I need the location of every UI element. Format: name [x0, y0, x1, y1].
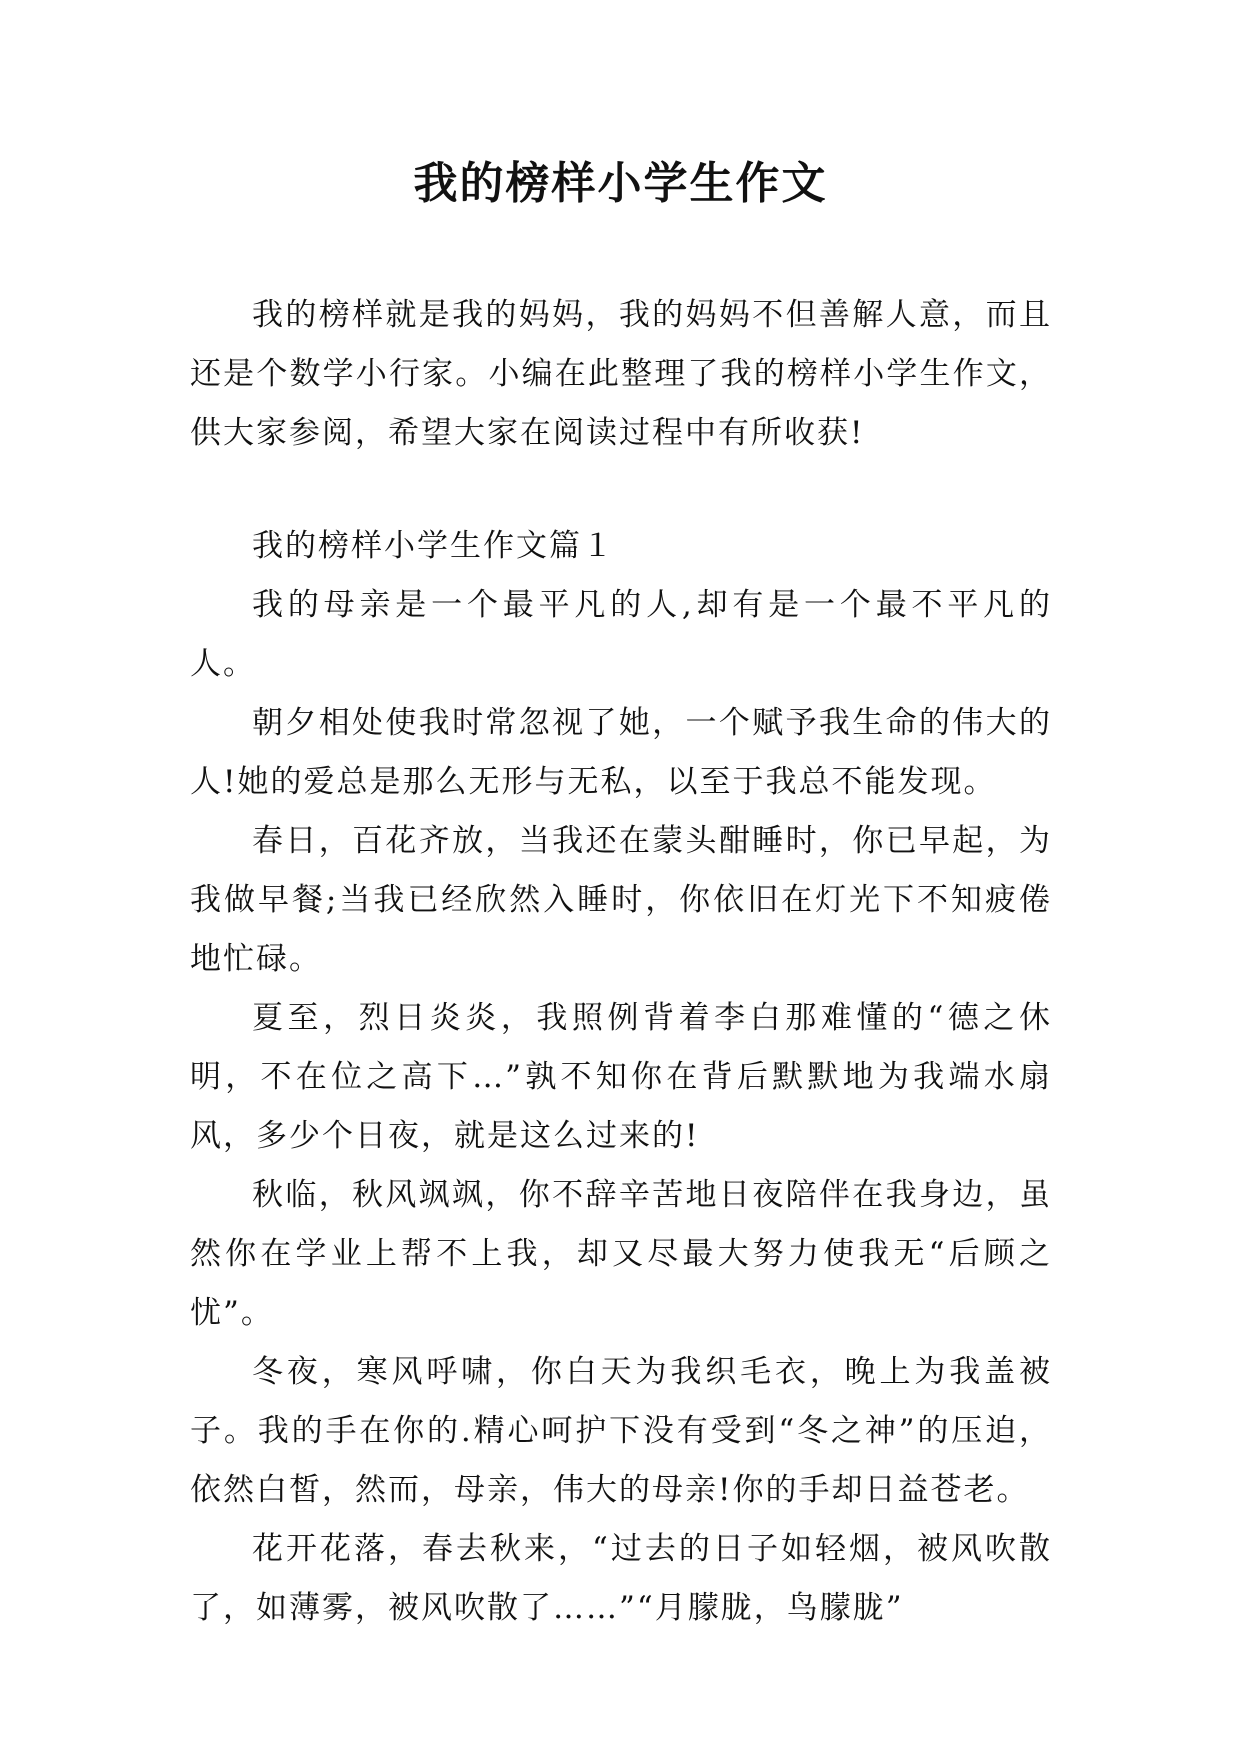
- body-paragraph: 春日，百花齐放，当我还在蒙头酣睡时，你已早起，为我做早餐;当我已经欣然入睡时，你依旧在灯光下不知疲倦地忙碌。: [190, 823, 1052, 977]
- body-paragraph: 冬夜，寒风呼啸，你白天为我织毛衣，晚上为我盖被子。我的手在你的.精心呵护下没有受到“冬之神”的压迫，依然白皙，然而，母亲，伟大的母亲!你的手却日益苍老。: [190, 1354, 1052, 1508]
- body-paragraph: 夏至，烈日炎炎，我照例背着李白那难懂的“德之休明，不在位之高下…”孰不知你在背后默默地为我端水扇风，多少个日夜，就是这么过来的!: [190, 1000, 1052, 1154]
- document-body: [190, 286, 1052, 1638]
- document-title: 我的榜样小学生作文: [413, 158, 828, 209]
- intro-paragraph: 我的榜样就是我的妈妈，我的妈妈不但善解人意，而且还是个数学小行家。小编在此整理了我的榜样小学生作文，供大家参阅，希望大家在阅读过程中有所收获!: [190, 297, 1052, 451]
- body-paragraph: 秋临，秋风飒飒，你不辞辛苦地日夜陪伴在我身边，虽然你在学业上帮不上我，却又尽最大努力使我无“后顾之忧”。: [190, 1177, 1052, 1331]
- section-heading: 我的榜样小学生作文篇１: [252, 528, 615, 564]
- body-paragraph: 朝夕相处使我时常忽视了她，一个赋予我生命的伟大的人!她的爱总是那么无形与无私，以至于我总不能发现。: [190, 705, 1052, 800]
- body-paragraph: 花开花落，春去秋来，“过去的日子如轻烟，被风吹散了，如薄雾，被风吹散了……”“月朦胧，鸟朦胧”: [190, 1531, 1052, 1626]
- body-paragraph: 我的母亲是一个最平凡的人,却有是一个最不平凡的人。: [190, 587, 1052, 682]
